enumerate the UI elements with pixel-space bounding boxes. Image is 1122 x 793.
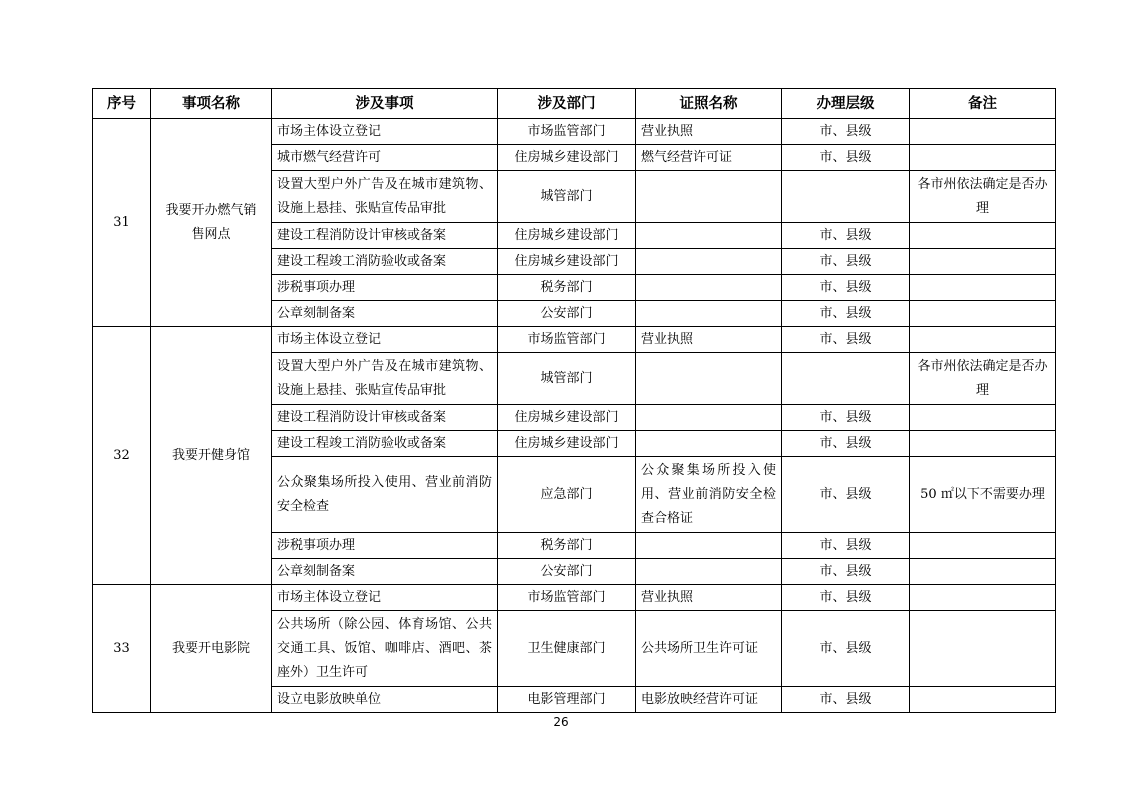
matter-cell: 涉税事项办理 — [272, 275, 498, 301]
license-cell — [636, 171, 782, 223]
matter-cell: 涉税事项办理 — [272, 533, 498, 559]
department-cell: 税务部门 — [498, 275, 636, 301]
license-cell — [636, 353, 782, 405]
header-no: 序号 — [93, 89, 151, 119]
level-cell: 市、县级 — [782, 119, 910, 145]
license-cell — [636, 559, 782, 585]
department-cell: 市场监管部门 — [498, 585, 636, 611]
license-cell — [636, 275, 782, 301]
level-cell: 市、县级 — [782, 249, 910, 275]
department-cell: 住房城乡建设部门 — [498, 249, 636, 275]
header-note: 备注 — [910, 89, 1056, 119]
matter-cell: 公共场所（除公园、体育场馆、公共交通工具、饭馆、咖啡店、酒吧、茶座外）卫生许可 — [272, 611, 498, 687]
department-cell: 住房城乡建设部门 — [498, 431, 636, 457]
header-matter: 涉及事项 — [272, 89, 498, 119]
department-cell: 城管部门 — [498, 353, 636, 405]
department-cell: 住房城乡建设部门 — [498, 405, 636, 431]
note-cell — [910, 585, 1056, 611]
level-cell: 市、县级 — [782, 431, 910, 457]
header-level: 办理层级 — [782, 89, 910, 119]
license-cell — [636, 405, 782, 431]
level-cell: 市、县级 — [782, 223, 910, 249]
page-number: 26 — [553, 715, 569, 729]
license-cell: 营业执照 — [636, 585, 782, 611]
header-row — [93, 89, 1056, 119]
license-cell: 公共场所卫生许可证 — [636, 611, 782, 687]
department-cell: 电影管理部门 — [498, 687, 636, 713]
level-cell: 市、县级 — [782, 301, 910, 327]
table-body — [93, 119, 1056, 713]
table-row — [93, 585, 1056, 611]
item-name-cell: 我要开办燃气销售网点 — [151, 119, 272, 327]
license-cell: 燃气经营许可证 — [636, 145, 782, 171]
header-license: 证照名称 — [636, 89, 782, 119]
level-cell: 市、县级 — [782, 145, 910, 171]
department-cell: 应急部门 — [498, 457, 636, 533]
department-cell: 市场监管部门 — [498, 327, 636, 353]
level-cell: 市、县级 — [782, 457, 910, 533]
license-cell — [636, 249, 782, 275]
matter-cell: 公众聚集场所投入使用、营业前消防安全检查 — [272, 457, 498, 533]
matter-cell: 建设工程竣工消防验收或备案 — [272, 431, 498, 457]
note-cell — [910, 687, 1056, 713]
license-cell: 营业执照 — [636, 119, 782, 145]
matter-cell: 设立电影放映单位 — [272, 687, 498, 713]
table-row — [93, 327, 1056, 353]
license-cell — [636, 223, 782, 249]
matter-cell: 城市燃气经营许可 — [272, 145, 498, 171]
level-cell: 市、县级 — [782, 687, 910, 713]
level-cell: 市、县级 — [782, 275, 910, 301]
matter-cell: 市场主体设立登记 — [272, 119, 498, 145]
department-cell: 公安部门 — [498, 559, 636, 585]
note-cell — [910, 249, 1056, 275]
level-cell: 市、县级 — [782, 327, 910, 353]
item-name-cell: 我要开电影院 — [151, 585, 272, 713]
note-cell — [910, 533, 1056, 559]
note-cell — [910, 223, 1056, 249]
note-cell — [910, 327, 1056, 353]
level-cell: 市、县级 — [782, 533, 910, 559]
matter-cell: 建设工程竣工消防验收或备案 — [272, 249, 498, 275]
matter-cell: 建设工程消防设计审核或备案 — [272, 405, 498, 431]
level-cell — [782, 353, 910, 405]
item-name-cell: 我要开健身馆 — [151, 327, 272, 585]
note-cell — [910, 611, 1056, 687]
license-cell: 电影放映经营许可证 — [636, 687, 782, 713]
note-cell — [910, 559, 1056, 585]
note-cell: 50 ㎡以下不需要办理 — [910, 457, 1056, 533]
header-item-name: 事项名称 — [151, 89, 272, 119]
serial-number-cell: 32 — [93, 327, 151, 585]
note-cell — [910, 275, 1056, 301]
license-cell — [636, 301, 782, 327]
matter-cell: 市场主体设立登记 — [272, 585, 498, 611]
serial-number-cell: 31 — [93, 119, 151, 327]
license-cell: 公众聚集场所投入使用、营业前消防安全检查合格证 — [636, 457, 782, 533]
serial-number-cell: 33 — [93, 585, 151, 713]
note-cell — [910, 119, 1056, 145]
department-cell: 公安部门 — [498, 301, 636, 327]
table-row — [93, 119, 1056, 145]
department-cell: 卫生健康部门 — [498, 611, 636, 687]
department-cell: 城管部门 — [498, 171, 636, 223]
note-cell: 各市州依法确定是否办理 — [910, 353, 1056, 405]
header-department: 涉及部门 — [498, 89, 636, 119]
level-cell: 市、县级 — [782, 611, 910, 687]
matters-table — [92, 88, 1056, 713]
department-cell: 市场监管部门 — [498, 119, 636, 145]
level-cell: 市、县级 — [782, 585, 910, 611]
license-cell — [636, 431, 782, 457]
matter-cell: 公章刻制备案 — [272, 559, 498, 585]
matter-cell: 建设工程消防设计审核或备案 — [272, 223, 498, 249]
department-cell: 税务部门 — [498, 533, 636, 559]
note-cell — [910, 145, 1056, 171]
level-cell: 市、县级 — [782, 559, 910, 585]
level-cell: 市、县级 — [782, 405, 910, 431]
matter-cell: 设置大型户外广告及在城市建筑物、设施上悬挂、张贴宣传品审批 — [272, 171, 498, 223]
matter-cell: 市场主体设立登记 — [272, 327, 498, 353]
note-cell — [910, 405, 1056, 431]
license-cell — [636, 533, 782, 559]
license-cell: 营业执照 — [636, 327, 782, 353]
note-cell — [910, 431, 1056, 457]
note-cell — [910, 301, 1056, 327]
department-cell: 住房城乡建设部门 — [498, 145, 636, 171]
level-cell — [782, 171, 910, 223]
matter-cell: 公章刻制备案 — [272, 301, 498, 327]
note-cell: 各市州依法确定是否办理 — [910, 171, 1056, 223]
department-cell: 住房城乡建设部门 — [498, 223, 636, 249]
matter-cell: 设置大型户外广告及在城市建筑物、设施上悬挂、张贴宣传品审批 — [272, 353, 498, 405]
